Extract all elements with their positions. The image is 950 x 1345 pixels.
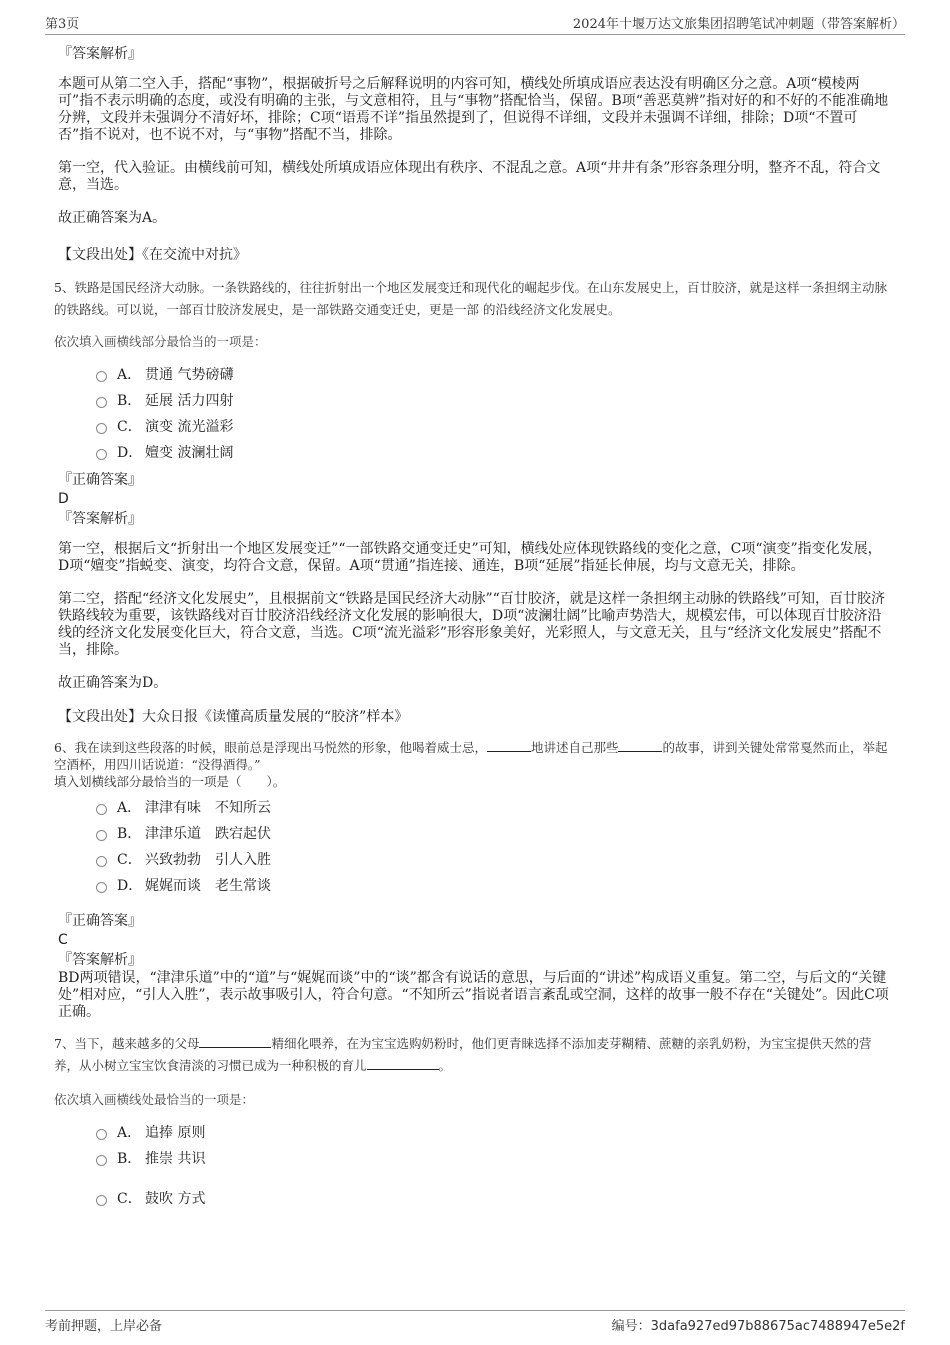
radio-icon[interactable] <box>96 371 107 382</box>
q4-analysis-p2: 第一空，代入验证。由横线前可知，横线处所填成语应体现出有秩序、不混乱之意。A项“井井有条”形容条理分明，整齐不乱，符合文意，当选。 <box>58 160 881 193</box>
q7-stem: 7、当下，越来越多的父母 精细化喂养，在为宝宝选购奶粉时，他们更青睐选择不添加麦芽糊精、蔗糖的亲乳奶粉，为宝宝提供天然的营养，从小树立宝宝饮食清淡的习惯已成为一种积极的育儿 。 <box>54 1036 872 1073</box>
q5-prompt: 依次填入画横线部分最恰当的一项是： <box>54 334 267 349</box>
q4-analysis-p1: 本题可从第二空入手，搭配“事物”，根据破折号之后解释说明的内容可知，横线处所填成语应表达没有明确区分之意。A项“模棱两可”指不表示明确的态度，或没有明确的主张，与文意相符，且与“事物”搭配恰当，保留。B项“善恶莫辨”指对好的和不好的不能准确地分辨，文段并未强调分不清好坏，排除；C项“语焉不详”指虽然提到了，但说得不详细，文段并未强调不详细，排除；D项“不置可否”指不说对，也不说不对，与“事物”搭配不当，排除。 <box>58 76 889 143</box>
q5-analysis-p2: 第二空，搭配“经济文化发展史”，且根据前文“铁路是国民经济大动脉”“百廿胶济，就是这样一条担纲主动脉的铁路线”可知，百廿胶济铁路线较为重要，该铁路线对百廿胶济沿线经济文化发展的影响很大，D项“波澜壮阔”比喻声势浩大，规模宏伟，可以体现百廿胶济沿线的经济文化发展变化巨大，符合文意，当选。C项“流光溢彩”形容形象美好，光彩照人，与文意无关，且与“经济文化发展史”搭配不当，排除。 <box>58 591 885 658</box>
q5-source: 【文段出处】大众日报《读懂高质量发展的“胶济”样本》 <box>58 709 409 725</box>
radio-icon[interactable] <box>96 449 107 460</box>
q5-option-a[interactable]: A． 贯通 气势磅礴 <box>96 361 892 387</box>
q6-answer: C <box>58 932 68 948</box>
document-title: 2024年十堰万达文旅集团招聘笔试冲刺题（带答案解析） <box>572 17 905 32</box>
q6-analysis-title: 『答案解析』 <box>58 952 142 968</box>
q7-options <box>96 1119 892 1211</box>
q6-stem: 6、我在读到这些段落的时候，眼前总是浮现出马悦然的形象，他喝着威士忌， 地讲述自己那些 的故事，讲到关键处常常戛然而止，举起空酒杯，用四川话说道：“没得酒得。” <box>54 740 888 772</box>
q6-answer-title: 『正确答案』 <box>58 913 142 929</box>
radio-icon[interactable] <box>96 1195 107 1206</box>
blank <box>367 1057 439 1070</box>
q4-analysis-title: 『答案解析』 <box>58 46 142 62</box>
blank <box>487 739 531 752</box>
q5-option-c[interactable]: C． 演变 流光溢彩 <box>96 413 892 439</box>
q6-option-d[interactable]: D． 娓娓而谈 老生常谈 <box>96 872 892 898</box>
q5-stem: 5、铁路是国民经济大动脉。一条铁路线的，往往折射出一个地区发展变迁和现代化的崛起步伐。在山东发展史上，百廿胶济，就是这样一条担纲主动脉的铁路线。可以说，一部百廿胶济发展史，是一部铁路交通变迁史，更是一部 的沿线经济文化发展史。 <box>54 280 887 317</box>
q5-analysis-p3: 故正确答案为D。 <box>58 675 168 691</box>
radio-icon[interactable] <box>96 882 107 893</box>
page-header <box>45 12 905 35</box>
q6-option-a[interactable]: A． 津津有味 不知所云 <box>96 794 892 820</box>
radio-icon[interactable] <box>96 423 107 434</box>
q6-option-b[interactable]: B． 津津乐道 跌宕起伏 <box>96 820 892 846</box>
q5-option-d[interactable]: D． 嬗变 波澜壮阔 <box>96 439 892 465</box>
q4-source: 【文段出处】《在交流中对抗》 <box>58 247 247 263</box>
radio-icon[interactable] <box>96 397 107 408</box>
blank <box>199 1035 271 1048</box>
q6-option-c[interactable]: C． 兴致勃勃 引人入胜 <box>96 846 892 872</box>
document-code: 编号：3dafa927ed97b88675ac7488947e5e2f <box>611 1319 905 1334</box>
radio-icon[interactable] <box>96 830 107 841</box>
q5-answer: D <box>58 491 69 507</box>
page-number: 第3页 <box>45 17 80 32</box>
page-footer <box>45 1310 905 1334</box>
q7-option-c[interactable]: C． 鼓吹 方式 <box>96 1185 892 1211</box>
q5-option-b[interactable]: B． 延展 活力四射 <box>96 387 892 413</box>
radio-icon[interactable] <box>96 1155 107 1166</box>
q7-option-b[interactable]: B． 推崇 共识 <box>96 1145 892 1171</box>
q4-analysis-p3: 故正确答案为A。 <box>58 210 167 226</box>
radio-icon[interactable] <box>96 856 107 867</box>
page-content <box>54 45 892 1211</box>
blank <box>618 739 662 752</box>
q5-analysis-p1: 第一空，根据后文“折射出一个地区发展变迁”“一部铁路交通变迁史”可知，横线处应体现铁路线的变化之意，C项“演变”指变化发展，D项“嬗变”指蜕变、演变，均符合文意，保留。A项“贯通”指连接、通连，B项“延展”指延长伸展，均与文意无关，排除。 <box>58 541 882 574</box>
q7-option-a[interactable]: A． 追捧 原则 <box>96 1119 892 1145</box>
q5-analysis-title: 『答案解析』 <box>58 511 142 527</box>
q5-answer-title: 『正确答案』 <box>58 472 142 488</box>
footer-slogan: 考前押题，上岸必备 <box>45 1319 163 1334</box>
radio-icon[interactable] <box>96 1129 107 1140</box>
radio-icon[interactable] <box>96 804 107 815</box>
q6-options <box>96 794 892 898</box>
q7-prompt: 依次填入画横线处最恰当的一项是： <box>54 1092 255 1107</box>
q6-prompt: 填入划横线部分最恰当的一项是（ ）。 <box>54 774 286 789</box>
q6-analysis-p1: BD两项错误，“津津乐道”中的“道”与“娓娓而谈”中的“谈”都含有说话的意思，与后面的“讲述”构成语义重复。第二空，与后文的“关键处”相对应，“引人入胜”，表示故事吸引人，符合句意。“不知所云”指说者语言紊乱或空洞，这样的故事一般不存在“关键处”。因此C项正确。 <box>58 970 889 1020</box>
q5-options <box>96 361 892 465</box>
